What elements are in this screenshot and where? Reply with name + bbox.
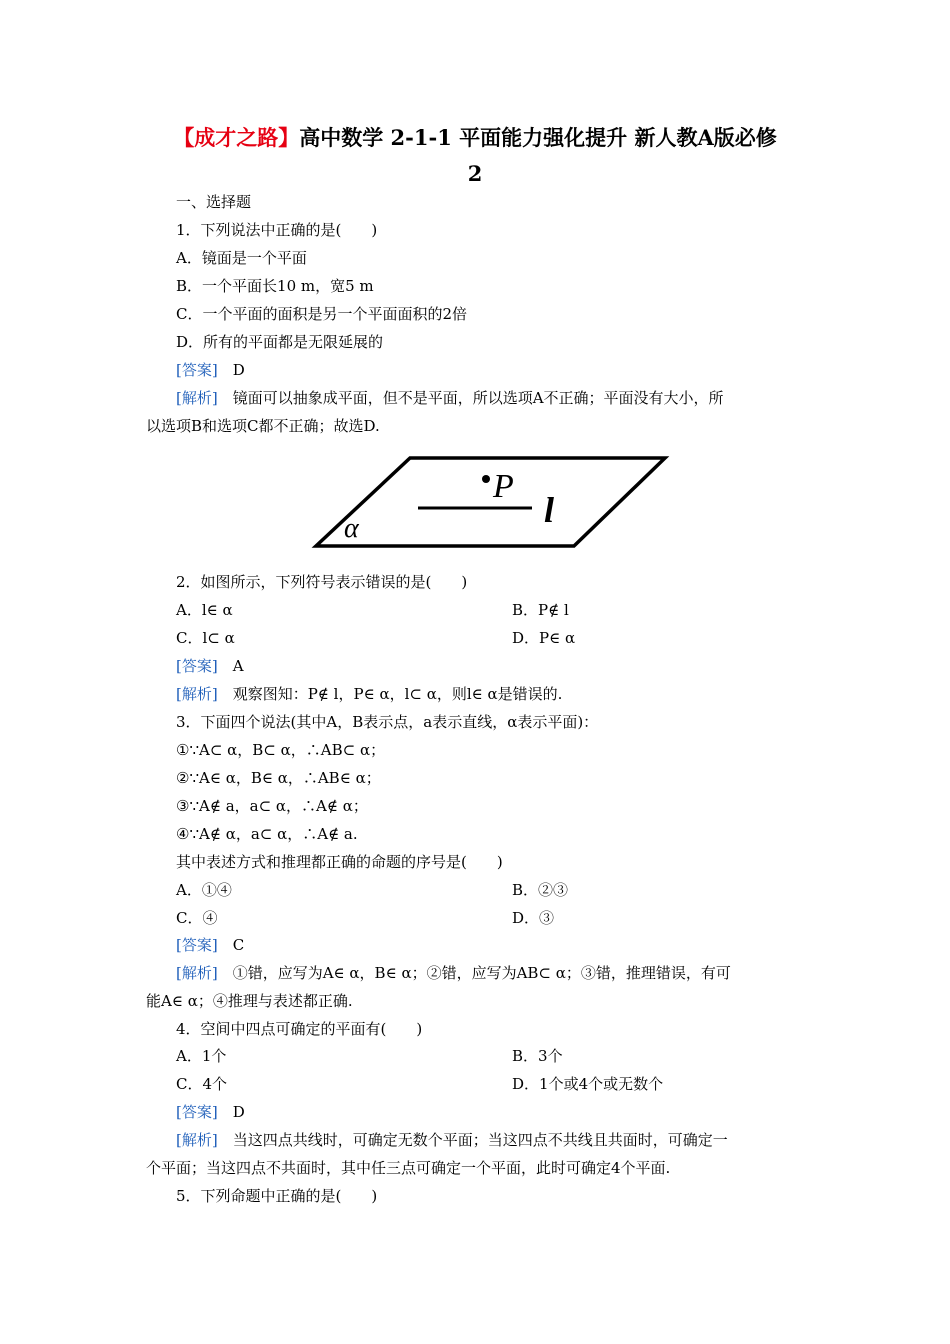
analysis-tag: [解析] [176,964,218,982]
q3-statement-1: ①∵A⊂ α，B⊂ α，∴AB⊂ α； [176,741,386,759]
q1-analysis-line-1 [176,388,724,408]
q3-statement-3: ③∵A∉ a，a⊂ α，∴A∉ α； [176,797,368,815]
q2-option-c: C．l⊂ α [176,629,235,647]
title-prefix: 【成才之路】 [173,125,300,150]
answer-tag: [答案] [176,657,218,675]
analysis-tag: [解析] [176,685,218,703]
q1-stem: 1．下列说法中正确的是( ) [176,221,378,239]
point-p-dot [482,475,490,483]
q4-analysis-line-2: 个平面；当这四点不共面时，其中任三点可确定一个平面，此时可确定4个平面. [146,1159,671,1177]
line-l-label: l [544,490,555,530]
q3-stem: 3．下面四个说法(其中A，B表示点，a表示直线，α表示平面)： [176,713,599,731]
q4-answer: D [232,1103,245,1121]
page-title [140,120,810,192]
answer-tag: [答案] [176,936,218,954]
q4-option-c: C．4个 [176,1075,228,1093]
answer-tag: [答案] [176,1103,218,1121]
q1-option-d: D．所有的平面都是无限延展的 [176,333,384,351]
q2-option-a: A．l∈ α [176,601,233,619]
q5-stem: 5．下列命题中正确的是( ) [176,1187,378,1205]
plane-figure [310,452,675,552]
q3-analysis-line-1 [176,963,731,983]
q1-analysis-line-2: 以选项B和选项C都不正确；故选D. [146,417,380,435]
q4-analysis-line-1 [176,1130,728,1150]
q3-option-b: B．②③ [512,881,569,899]
analysis-tag: [解析] [176,389,218,407]
q1-analysis-text-1: 镜面可以抽象成平面，但不是平面，所以选项A不正确；平面没有大小，所 [232,389,724,407]
analysis-tag: [解析] [176,1131,218,1149]
section-heading: 一、选择题 [176,193,252,211]
q3-option-d: D．③ [512,909,555,927]
q1-answer: D [232,361,245,379]
q3-answer-line [176,935,244,955]
q3-analysis-line-2: 能A∈ α；④推理与表述都正确. [146,992,353,1010]
q3-option-a: A．①④ [176,881,232,899]
title-suffix: 2 [467,161,483,186]
point-p-label: P [493,468,514,505]
q2-answer-line [176,656,244,676]
plane-alpha-label: α [344,513,359,544]
q3-answer: C [232,936,245,954]
q3-option-c: C．④ [176,909,218,927]
title-main: 高中数学 2-1-1 平面能力强化提升 新人教A版必修 [299,125,777,150]
q1-option-a: A．镜面是一个平面 [176,249,307,267]
q4-option-a: A．1个 [176,1047,227,1065]
answer-tag: [答案] [176,361,218,379]
q3-statement-4: ④∵A∉ α，a⊂ α，∴A∉ a. [176,825,358,843]
q4-option-d: D．1个或4个或无数个 [512,1075,664,1093]
q2-answer: A [232,657,244,675]
q4-option-b: B．3个 [512,1047,563,1065]
q3-analysis-text-1: ①错，应写为A∈ α，B∈ α；②错，应写为AB⊂ α；③错，推理错误，有可 [232,964,731,982]
q1-option-c: C．一个平面的面积是另一个平面面积的2倍 [176,305,468,323]
q2-option-b: B．P∉ l [512,601,569,619]
q2-analysis-line [176,684,562,704]
q4-analysis-text-1: 当这四点共线时，可确定无数个平面；当这四点不共线且共面时，可确定一 [232,1131,728,1149]
plane-parallelogram [316,458,665,546]
q1-option-b: B．一个平面长10 m，宽5 m [176,277,374,295]
q2-analysis-text: 观察图知：P∉ l，P∈ α，l⊂ α，则l∈ α是错误的. [232,685,563,703]
q2-stem: 2．如图所示，下列符号表示错误的是( ) [176,573,468,591]
q2-option-d: D．P∈ α [512,629,576,647]
q3-prompt: 其中表述方式和推理都正确的命题的序号是( ) [176,853,503,871]
q4-answer-line [176,1102,245,1122]
q4-stem: 4．空间中四点可确定的平面有( ) [176,1020,423,1038]
q3-statement-2: ②∵A∈ α，B∈ α，∴AB∈ α； [176,769,381,787]
q1-answer-line [176,360,245,380]
